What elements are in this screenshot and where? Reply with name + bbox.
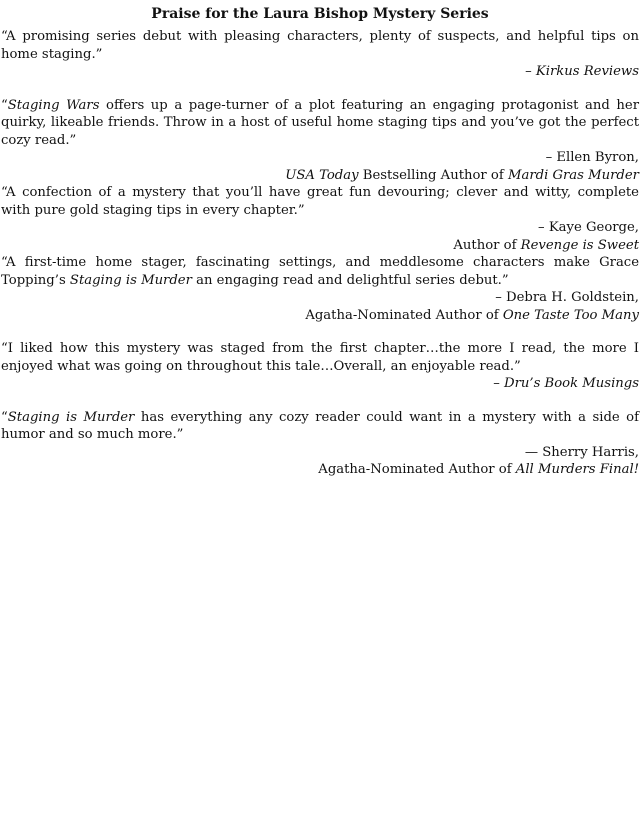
- blurb-attribution: [0, 444, 640, 462]
- text-run: – Ellen Byron,: [545, 150, 639, 165]
- text-run: “: [1, 97, 8, 113]
- blurb: [0, 254, 640, 324]
- blurb-attribution: [0, 219, 640, 237]
- text-run: –: [525, 64, 536, 79]
- blurb: [0, 409, 640, 479]
- page-title: Praise for the Laura Bishop Mystery Series: [151, 6, 489, 22]
- blurb: [0, 340, 640, 393]
- text-run: an engaging read and delightful series debut.”: [191, 272, 509, 288]
- blurb-attribution: [0, 289, 640, 307]
- blurb-attribution: [0, 375, 640, 393]
- italic-text: One Taste Too Many: [502, 307, 639, 323]
- italic-text: Revenge is Sweet: [520, 237, 639, 253]
- blurb-quote: [0, 409, 640, 444]
- blurb: [0, 28, 640, 81]
- italic-text: Staging Wars: [7, 97, 100, 113]
- blurb-spacer: [0, 81, 640, 97]
- blurb-quote: [0, 97, 640, 150]
- blurb: [0, 97, 640, 185]
- text-run: has everything any cozy reader could want in a mystery with a side of humor and so much more.”: [1, 409, 640, 442]
- italic-text: USA Today: [285, 167, 359, 183]
- blurb: [0, 184, 640, 254]
- text-run: “I liked how this mystery was staged from the first chapter…the more I read, the more I enjoyed what was going on throughout this tale…Overall, an enjoyable read.”: [1, 341, 639, 374]
- italic-text: Dru’s Book Musings: [504, 376, 639, 391]
- text-run: Author of: [453, 237, 521, 253]
- blurb-attribution: [0, 461, 640, 479]
- blurb-quote: [0, 28, 640, 63]
- text-run: Bestselling Author of: [358, 167, 508, 183]
- text-run: Agatha-Nominated Author of: [318, 462, 516, 477]
- blurb-spacer: [0, 393, 640, 409]
- text-run: “A first-time home stager, fascinating settings, and meddlesome characters make Grace Topping’s: [1, 255, 639, 288]
- text-run: – Debra H. Goldstein,: [495, 290, 639, 305]
- text-run: “: [1, 409, 8, 425]
- italic-text: Kirkus Reviews: [535, 64, 639, 79]
- italic-text: Staging is Murder: [7, 409, 135, 425]
- blurb-quote: [0, 254, 640, 289]
- blurb-list: [0, 28, 640, 479]
- blurb-attribution: [0, 63, 640, 81]
- blurb-spacer: [0, 324, 640, 340]
- text-run: offers up a page-turner of a plot featuring an engaging protagonist and her quirky, likeable friends. Throw in a host of useful home staging tips and you’ve got the perfect cozy read.”: [1, 97, 639, 148]
- blurb-attribution: [0, 307, 640, 325]
- italic-text: Staging is Murder: [69, 272, 192, 288]
- text-run: — Sherry Harris,: [524, 444, 639, 460]
- blurb-attribution: [0, 149, 640, 167]
- text-run: –: [493, 376, 505, 391]
- text-run: “A promising series debut with pleasing characters, plenty of suspects, and helpful tips on home staging.”: [1, 29, 639, 62]
- text-run: – Kaye George,: [538, 220, 639, 235]
- italic-text: Mardi Gras Murder: [507, 167, 639, 183]
- blurb-quote: [0, 340, 640, 375]
- blurb-attribution: [0, 167, 640, 185]
- blurb-attribution: [0, 237, 640, 255]
- blurb-quote: [0, 184, 640, 219]
- text-run: “A confection of a mystery that you’ll have great fun devouring; clever and witty, complete with pure gold staging tips in every chapter.”: [1, 185, 639, 218]
- text-run: Agatha-Nominated Author of: [305, 307, 503, 323]
- italic-text: All Murders Final!: [515, 462, 639, 477]
